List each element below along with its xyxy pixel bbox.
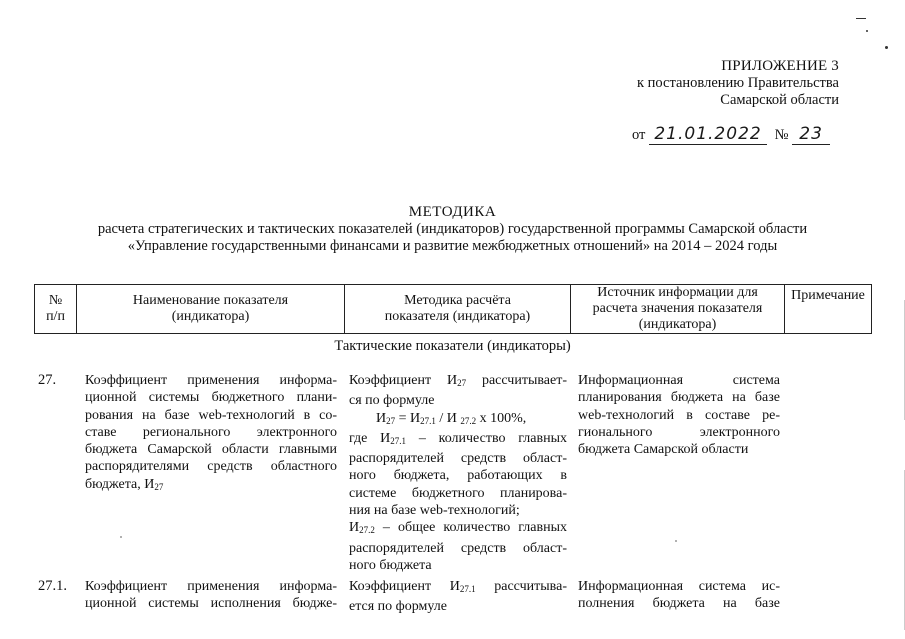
scan-speck bbox=[120, 536, 122, 538]
row-27-1-number: 27.1. bbox=[38, 578, 67, 594]
header-method: Методика расчёта показателя (индикатора) bbox=[345, 285, 571, 333]
scan-mark bbox=[856, 18, 866, 19]
header-name: Наименование показателя (индикатора) bbox=[77, 285, 345, 333]
row-27-1-source: Информационная система ис- полнения бюджета на базе bbox=[578, 579, 780, 612]
document-title: МЕТОДИКА bbox=[408, 204, 497, 220]
section-title: Тактические показатели (индикаторы) bbox=[334, 338, 571, 354]
date-value: 21.01.2022 bbox=[654, 124, 762, 144]
header-note: Примечание bbox=[791, 288, 865, 303]
appendix-block bbox=[519, 58, 839, 109]
row-27-1-method: Коэффициент $И_{27.1}$ рассчитыва- ется по формуле bbox=[349, 579, 567, 615]
number-field bbox=[792, 124, 830, 145]
number-value: 23 bbox=[799, 124, 823, 144]
resolution-date-line bbox=[632, 124, 830, 145]
row-27-1-name: Коэффициент применения информа- ционной системы исполнения бюдже- bbox=[85, 579, 337, 612]
row-27-method: Коэффициент $И_{27}$ рассчитывает- ся по формуле $И_{27} = И_{27.1} / И$ $_{27.2}$ х 100%, где $И_{27.1}$ – количество главных распорядителей средств област- ного бюджета, работающих в системе бюджетного планирова- ния на базе web-технологий; $И_{27.2}$ – общее количество главных распорядителей средств област- ного бюджета bbox=[349, 373, 568, 573]
header-source: Источник информации для расчета значения показателя (индикатора) bbox=[571, 285, 785, 333]
row-27-formula: $И_{27} = И_{27.1} / И$ $_{27.2}$ х 100%, bbox=[376, 410, 527, 426]
date-field bbox=[649, 124, 767, 145]
row-27-source: Информационная система планирования бюджета на базе web-технологий в составе ре- гионального электронного бюджета Самарской области bbox=[578, 373, 780, 458]
header-num: № п/п bbox=[35, 285, 77, 333]
document-title-block bbox=[0, 204, 905, 255]
row-27-number: 27. bbox=[38, 372, 57, 388]
table-header bbox=[34, 284, 872, 334]
document-subtitle-line-2: «Управление государственными финансами и развитие межбюджетных отношений» на 2014 – 2024 годы bbox=[127, 238, 778, 254]
appendix-title: ПРИЛОЖЕНИЕ 3 bbox=[721, 58, 839, 74]
document-subtitle-line-1: расчета стратегических и тактических показателей (индикаторов) государственной программы Самарской области bbox=[97, 221, 808, 237]
row-27-name: Коэффициент применения информа- ционной системы бюджетного плани- рования на базе web-технологий в со- ставе регионального электронного бюджета Самарской области главными распорядителями средств областного бюджета, $И_{27}$ bbox=[85, 373, 337, 492]
appendix-line-2: к постановлению Правительства bbox=[637, 75, 839, 91]
scan-speck bbox=[675, 540, 677, 542]
scan-speck bbox=[885, 46, 888, 49]
date-prefix: от bbox=[632, 127, 646, 143]
number-prefix: № bbox=[774, 127, 789, 143]
scan-speck bbox=[866, 30, 868, 32]
appendix-line-3: Самарской области bbox=[720, 92, 839, 108]
